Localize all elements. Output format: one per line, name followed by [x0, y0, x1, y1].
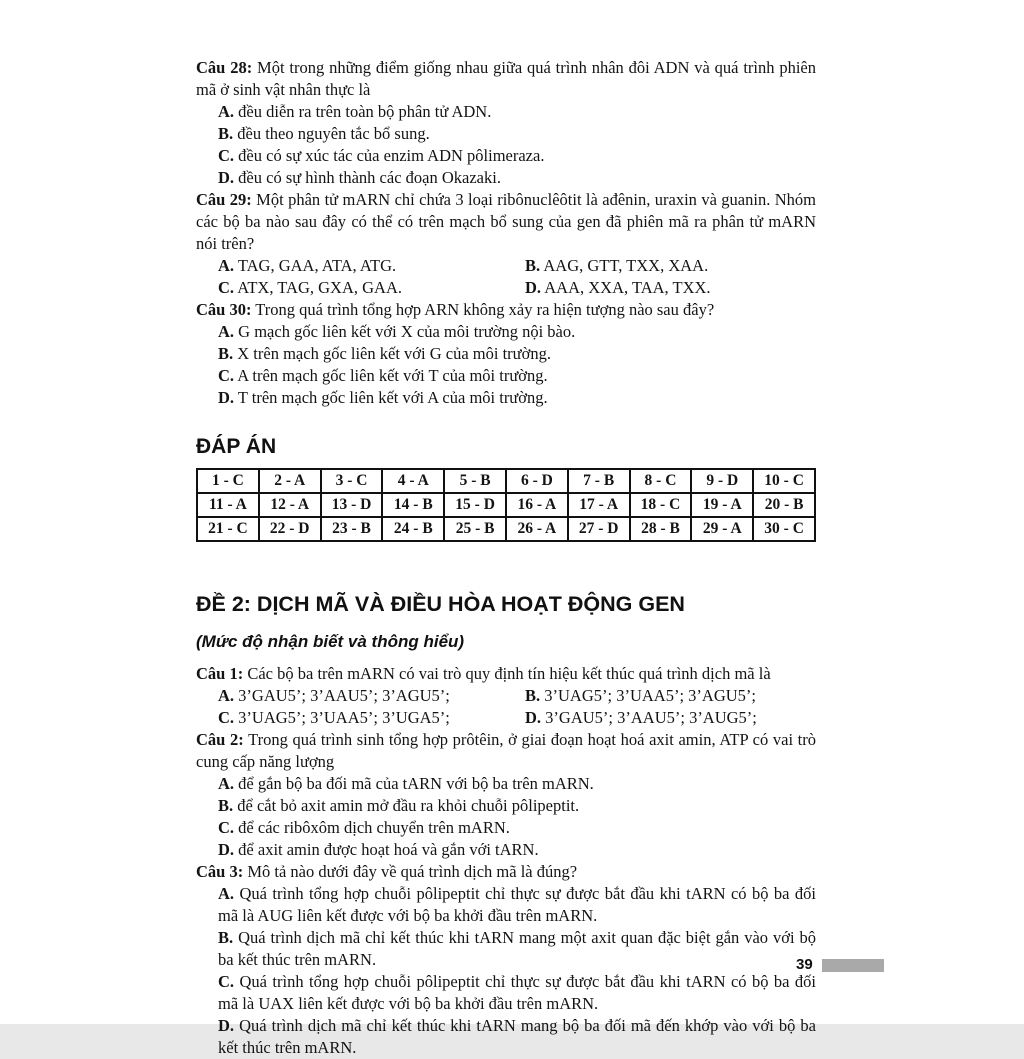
answers-section	[196, 435, 816, 542]
question-block	[196, 189, 816, 299]
answer-cell: 13 - D	[321, 493, 383, 517]
answer-option	[525, 277, 816, 299]
answer-cell: 23 - B	[321, 517, 383, 541]
answers-heading: ĐÁP ÁN	[196, 435, 277, 458]
option-letter: B.	[218, 928, 234, 947]
options-list	[218, 883, 816, 1059]
option-text: Quá trình dịch mã chỉ kết thúc khi tARN mang một axit quan đặc biệt gắn vào với bộ ba kết thúc trên mARN.	[218, 928, 817, 969]
answer-table-row	[197, 469, 815, 493]
option-letter: D.	[218, 168, 235, 187]
option-letter: C.	[218, 366, 235, 385]
answer-option	[218, 365, 816, 387]
answer-cell: 29 - A	[691, 517, 753, 541]
page-content	[196, 57, 816, 1059]
exam2-questions	[196, 663, 816, 1059]
option-letter: D.	[218, 388, 235, 407]
option-text: X trên mạch gốc liên kết với G của môi trường.	[237, 344, 551, 363]
question-block	[196, 299, 816, 409]
answer-cell: 26 - A	[506, 517, 568, 541]
answer-cell: 27 - D	[568, 517, 630, 541]
answer-option	[218, 145, 816, 167]
answer-table-row	[197, 517, 815, 541]
option-text: T trên mạch gốc liên kết với A của môi trường.	[237, 388, 548, 407]
answer-option	[525, 255, 816, 277]
question-label: Câu 30:	[196, 300, 252, 319]
answer-cell: 2 - A	[259, 469, 321, 493]
page-number: 39	[796, 956, 813, 973]
option-text: Quá trình tổng hợp chuỗi pôlipeptit chỉ thực sự được bắt đầu khi tARN có bộ ba đối mã là AUG liên kết được với bộ ba khởi đầu trên mARN.	[218, 884, 816, 925]
options-list	[218, 773, 816, 861]
option-text: AAA, XXA, TAA, TXX.	[544, 278, 711, 297]
answer-cell: 4 - A	[382, 469, 444, 493]
answer-cell: 7 - B	[568, 469, 630, 493]
answer-option	[218, 387, 816, 409]
answer-cell: 9 - D	[691, 469, 753, 493]
answer-option	[218, 255, 525, 277]
option-letter: A.	[218, 256, 235, 275]
option-letter: D.	[218, 1016, 235, 1035]
answer-cell: 22 - D	[259, 517, 321, 541]
option-text: 3’GAU5’; 3’AAU5’; 3’AGU5’;	[238, 686, 450, 705]
option-letter: B.	[218, 796, 234, 815]
answer-cell: 8 - C	[630, 469, 692, 493]
answer-option	[218, 321, 816, 343]
answer-cell: 28 - B	[630, 517, 692, 541]
question-text-line	[196, 861, 816, 883]
option-text: để axit amin được hoạt hoá và gắn với tARN.	[238, 840, 539, 859]
question-label: Câu 3:	[196, 862, 244, 881]
answer-option	[218, 707, 525, 729]
answer-table-row	[197, 493, 815, 517]
option-letter: C.	[218, 278, 235, 297]
answer-cell: 24 - B	[382, 517, 444, 541]
answer-cell: 11 - A	[197, 493, 259, 517]
option-text: để các ribôxôm dịch chuyển trên mARN.	[238, 818, 510, 837]
answer-option	[218, 277, 525, 299]
option-text: A trên mạch gốc liên kết với T của môi trường.	[237, 366, 548, 385]
exam2-section	[196, 592, 816, 1059]
option-letter: A.	[218, 102, 235, 121]
answer-option	[525, 685, 816, 707]
exam2-title: ĐỀ 2: DỊCH MÃ VÀ ĐIỀU HÒA HOẠT ĐỘNG GEN	[196, 592, 685, 616]
question-text: Mô tả nào dưới đây về quá trình dịch mã là đúng?	[247, 862, 578, 881]
answer-option	[218, 101, 816, 123]
answer-cell: 21 - C	[197, 517, 259, 541]
option-text: để cắt bỏ axit amin mở đầu ra khỏi chuỗi pôlipeptit.	[237, 796, 580, 815]
question-text-line	[196, 189, 816, 255]
option-letter: B.	[218, 344, 234, 363]
answer-cell: 20 - B	[753, 493, 815, 517]
question-text: Các bộ ba trên mARN có vai trò quy định tín hiệu kết thúc quá trình dịch mã là	[247, 664, 771, 683]
option-letter: C.	[218, 972, 235, 991]
answer-option	[218, 795, 816, 817]
answer-option	[218, 167, 816, 189]
option-text: AAG, GTT, TXX, XAA.	[543, 256, 709, 275]
question-block	[196, 57, 816, 189]
answer-cell: 30 - C	[753, 517, 815, 541]
option-text: đều diễn ra trên toàn bộ phân tử ADN.	[238, 102, 492, 121]
option-letter: B.	[218, 124, 234, 143]
options-list	[218, 255, 816, 299]
answer-option	[218, 123, 816, 145]
option-text: Quá trình dịch mã chỉ kết thúc khi tARN mang bộ ba đối mã đến khớp vào với bộ ba kết thúc trên mARN.	[218, 1016, 816, 1057]
option-letter: A.	[218, 774, 235, 793]
answer-cell: 14 - B	[382, 493, 444, 517]
answer-cell: 10 - C	[753, 469, 815, 493]
option-text: G mạch gốc liên kết với X của môi trường nội bào.	[238, 322, 576, 341]
question-label: Câu 28:	[196, 58, 253, 77]
answer-option	[218, 971, 816, 1015]
answer-cell: 1 - C	[197, 469, 259, 493]
option-letter: D.	[218, 840, 235, 859]
question-text: Trong quá trình sinh tổng hợp prôtêin, ở giai đoạn hoạt hoá axit amin, ATP có vai trò cung cấp năng lượng	[196, 730, 817, 771]
answer-cell: 12 - A	[259, 493, 321, 517]
option-text: 3’GAU5’; 3’AAU5’; 3’AUG5’;	[545, 708, 757, 727]
answer-option	[218, 817, 816, 839]
answer-option	[218, 343, 816, 365]
option-letter: A.	[218, 322, 235, 341]
question-text: Một phân tử mARN chỉ chứa 3 loại ribônuclêôtit là ađênin, uraxin và guanin. Nhóm các bộ ba nào sau đây có thể có trên mạch bổ sung của gen đã phiên mã ra phân tử mARN nói trên?	[196, 190, 817, 253]
option-letter: A.	[218, 686, 235, 705]
question-text: Trong quá trình tổng hợp ARN không xảy ra hiện tượng nào sau đây?	[255, 300, 715, 319]
question-text-line	[196, 729, 816, 773]
question-block	[196, 729, 816, 861]
answer-cell: 19 - A	[691, 493, 753, 517]
option-text: Quá trình tổng hợp chuỗi pôlipeptit chỉ thực sự được bắt đầu khi tARN có bộ ba đối mã là UAX liên kết được với bộ ba khởi đầu trên mARN.	[218, 972, 816, 1013]
option-letter: D.	[525, 278, 542, 297]
answer-cell: 16 - A	[506, 493, 568, 517]
option-text: đều có sự xúc tác của enzim ADN pôlimeraza.	[238, 146, 545, 165]
option-letter: D.	[525, 708, 542, 727]
option-text: ATX, TAG, GXA, GAA.	[237, 278, 403, 297]
answer-option	[218, 773, 816, 795]
options-list	[218, 101, 816, 189]
answer-option	[218, 685, 525, 707]
question-text-line	[196, 299, 816, 321]
option-text: đều theo nguyên tắc bổ sung.	[237, 124, 430, 143]
answer-cell: 6 - D	[506, 469, 568, 493]
question-block	[196, 663, 816, 729]
question-label: Câu 2:	[196, 730, 244, 749]
option-text: để gắn bộ ba đối mã của tARN với bộ ba trên mARN.	[238, 774, 594, 793]
answer-option	[218, 927, 816, 971]
answer-cell: 17 - A	[568, 493, 630, 517]
answer-cell: 25 - B	[444, 517, 506, 541]
question-label: Câu 1:	[196, 664, 244, 683]
option-text: 3’UAG5’; 3’UAA5’; 3’AGU5’;	[544, 686, 756, 705]
option-letter: C.	[218, 818, 235, 837]
exam2-subtitle: (Mức độ nhận biết và thông hiểu)	[196, 632, 465, 651]
option-text: 3’UAG5’; 3’UAA5’; 3’UGA5’;	[238, 708, 450, 727]
answer-cell: 15 - D	[444, 493, 506, 517]
options-list	[218, 321, 816, 409]
option-letter: C.	[218, 708, 235, 727]
option-text: đều có sự hình thành các đoạn Okazaki.	[238, 168, 501, 187]
question-label: Câu 29:	[196, 190, 252, 209]
question-block	[196, 861, 816, 1059]
answer-option	[525, 707, 816, 729]
option-letter: A.	[218, 884, 235, 903]
options-list	[218, 685, 816, 729]
answer-cell: 18 - C	[630, 493, 692, 517]
option-letter: C.	[218, 146, 235, 165]
answer-cell: 3 - C	[321, 469, 383, 493]
answer-cell: 5 - B	[444, 469, 506, 493]
page-footer	[796, 956, 884, 973]
option-letter: B.	[525, 686, 541, 705]
question-text-line	[196, 57, 816, 101]
option-text: TAG, GAA, ATA, ATG.	[237, 256, 397, 275]
option-letter: B.	[525, 256, 541, 275]
footer-bar	[822, 959, 884, 972]
question-text-line	[196, 663, 816, 685]
answer-table	[196, 468, 816, 542]
question-text: Một trong những điểm giống nhau giữa quá trình nhân đôi ADN và quá trình phiên mã ở sinh vật nhân thực là	[196, 58, 816, 99]
answer-option	[218, 839, 816, 861]
part1-questions	[196, 57, 816, 409]
answer-option	[218, 1015, 816, 1059]
answer-option	[218, 883, 816, 927]
